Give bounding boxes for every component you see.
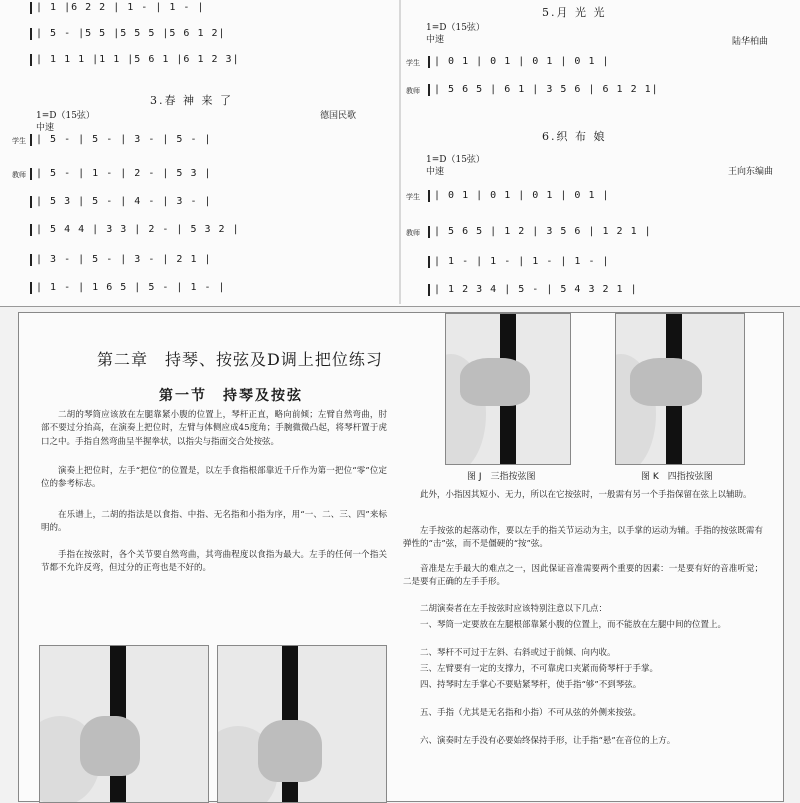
song-title: 5.月 光 光	[542, 6, 607, 19]
song-source: 德国民歌	[320, 111, 357, 121]
song-title: 6.织 布 娘	[542, 130, 607, 143]
song-title: 3.春 神 来 了	[150, 94, 233, 107]
hand-photo	[39, 645, 209, 803]
staff-row: | 5 - | 5 - | 3 - | 5 - |	[30, 134, 386, 146]
paragraph: 左手按弦的起落动作，要以左手的指关节运动为主，以手掌的运动为辅。手指的按弦既需有弹性的“击”弦，而不是僵硬的“按”弦。	[403, 526, 763, 550]
chapter-heading: 第二章 持琴、按弦及D调上把位练习	[97, 350, 383, 369]
staff-row: | 1 - | 1 - | 1 - | 1 - |	[428, 256, 789, 268]
list-item: 六、演奏时左手没有必要始终保持手形，让手指“悬”在音位的上方。	[420, 736, 676, 746]
hand	[80, 716, 140, 776]
staff-row: | 3 - | 5 - | 3 - | 2 1 |	[30, 254, 386, 266]
staff-row: | 5 6 5 | 1 2 | 3 5 6 | 1 2 1 |	[428, 226, 789, 238]
part-label-teacher: 教师	[406, 229, 420, 237]
paragraph: 音准是左手最大的难点之一，因此保证音准需要两个重要的因素：一是要有好的音准听觉；二是要有正确的左手手形。	[403, 564, 763, 588]
staff-row: | 1 |6 2 2 | 1 - | 1 - |	[30, 2, 386, 14]
paragraph: 二胡的琴筒应该放在左腿靠紧小腹的位置上，琴杆正直，略向前倾；左臂自然弯曲，肘部不要过分抬高，在演奏上把位时，左臂与体侧应成45度角；手腕微微凸起，将琴杆置于虎口之中。手指自然弯曲呈半握拳状，以指尖与指面交合处按弦。	[41, 410, 387, 447]
list-item: 一、琴筒一定要放在左腿根部靠紧小腹的位置上，而不能放在左腿中间的位置上。	[420, 620, 727, 630]
figure-caption: 图 K 四指按弦图	[641, 472, 713, 482]
staff-row: | 5 6 5 | 6 1 | 3 5 6 | 6 1 2 1|	[428, 84, 789, 96]
staff-row: | 5 - |5 5 |5 5 5 |5 6 1 2|	[30, 28, 386, 40]
hand-photo	[217, 645, 387, 803]
staff-row: | 5 3 | 5 - | 4 - | 3 - |	[30, 196, 386, 208]
hand-photo	[445, 313, 571, 465]
staff-row: | 5 - | 1 - | 2 - | 5 3 |	[30, 168, 386, 180]
part-label-student: 学生	[406, 193, 420, 201]
hand	[460, 358, 530, 406]
part-label-student: 学生	[406, 59, 420, 67]
song-source: 陆华柏曲	[732, 37, 769, 47]
staff-row: | 1 2 3 4 | 5 - | 5 4 3 2 1 |	[428, 284, 789, 296]
paragraph: 此外，小指因其短小、无力，所以在它按弦时，一般需有另一个手指保留在弦上以辅助。	[420, 490, 752, 500]
list-item: 三、左臂要有一定的支撑力，不可靠虎口夹紧而倚琴杆于手掌。	[420, 664, 659, 674]
list-item: 二、琴杆不可过于左斜、右斜或过于前倾、向内收。	[420, 648, 616, 658]
tempo-mark: 中速	[426, 167, 445, 177]
figure-caption: 图 J 三指按弦图	[467, 472, 536, 482]
score-right-column	[402, 0, 800, 304]
page-gutter	[399, 0, 401, 304]
part-label-student: 学生	[12, 137, 26, 145]
tempo-mark: 中速	[36, 123, 55, 133]
staff-row: | 5 4 4 | 3 3 | 2 - | 5 3 2 |	[30, 224, 386, 236]
score-left-column	[0, 0, 398, 304]
list-item: 四、持琴时左手掌心不要贴紧琴杆，使手指“够”不到琴弦。	[420, 680, 642, 690]
hand-photo	[615, 313, 745, 465]
section-heading: 第一节 持琴及按弦	[159, 388, 303, 404]
paragraph: 二胡演奏者在左手按弦时应该特别注意以下几点：	[420, 604, 608, 614]
score-page	[0, 0, 800, 307]
staff-row: | 0 1 | 0 1 | 0 1 | 0 1 |	[428, 56, 789, 68]
list-item: 五、手指（尤其是无名指和小指）不可从弦的外侧来按弦。	[420, 708, 642, 718]
part-label-teacher: 教师	[406, 87, 420, 95]
tempo-mark: 中速	[426, 35, 445, 45]
paragraph: 演奏上把位时，左手“把位”的位置是，以左手食指根部靠近千斤作为第一把位“零”位定位的参考标志。	[41, 466, 387, 490]
text-page	[18, 312, 784, 802]
paragraph: 在乐谱上，二胡的指法是以食指、中指、无名指和小指为序，用“一、二、三、四”来标明的。	[41, 510, 387, 534]
paragraph: 手指在按弦时，各个关节要自然弯曲，其弯曲程度以食指为最大。左手的任何一个指关节都不允许反弯，但过分的正弯也是不好的。	[41, 550, 387, 574]
staff-row: | 1 - | 1 6 5 | 5 - | 1 - |	[30, 282, 386, 294]
song-key: 1=D（15弦）	[426, 23, 485, 33]
part-label-teacher: 教师	[12, 171, 26, 179]
hand	[258, 720, 322, 782]
song-key: 1=D（15弦）	[36, 111, 95, 121]
song-source: 王向东编曲	[728, 167, 774, 177]
song-key: 1=D（15弦）	[426, 155, 485, 165]
hand	[630, 358, 702, 406]
staff-row: | 1 1 1 |1 1 |5 6 1 |6 1 2 3|	[30, 54, 386, 66]
staff-row: | 0 1 | 0 1 | 0 1 | 0 1 |	[428, 190, 789, 202]
